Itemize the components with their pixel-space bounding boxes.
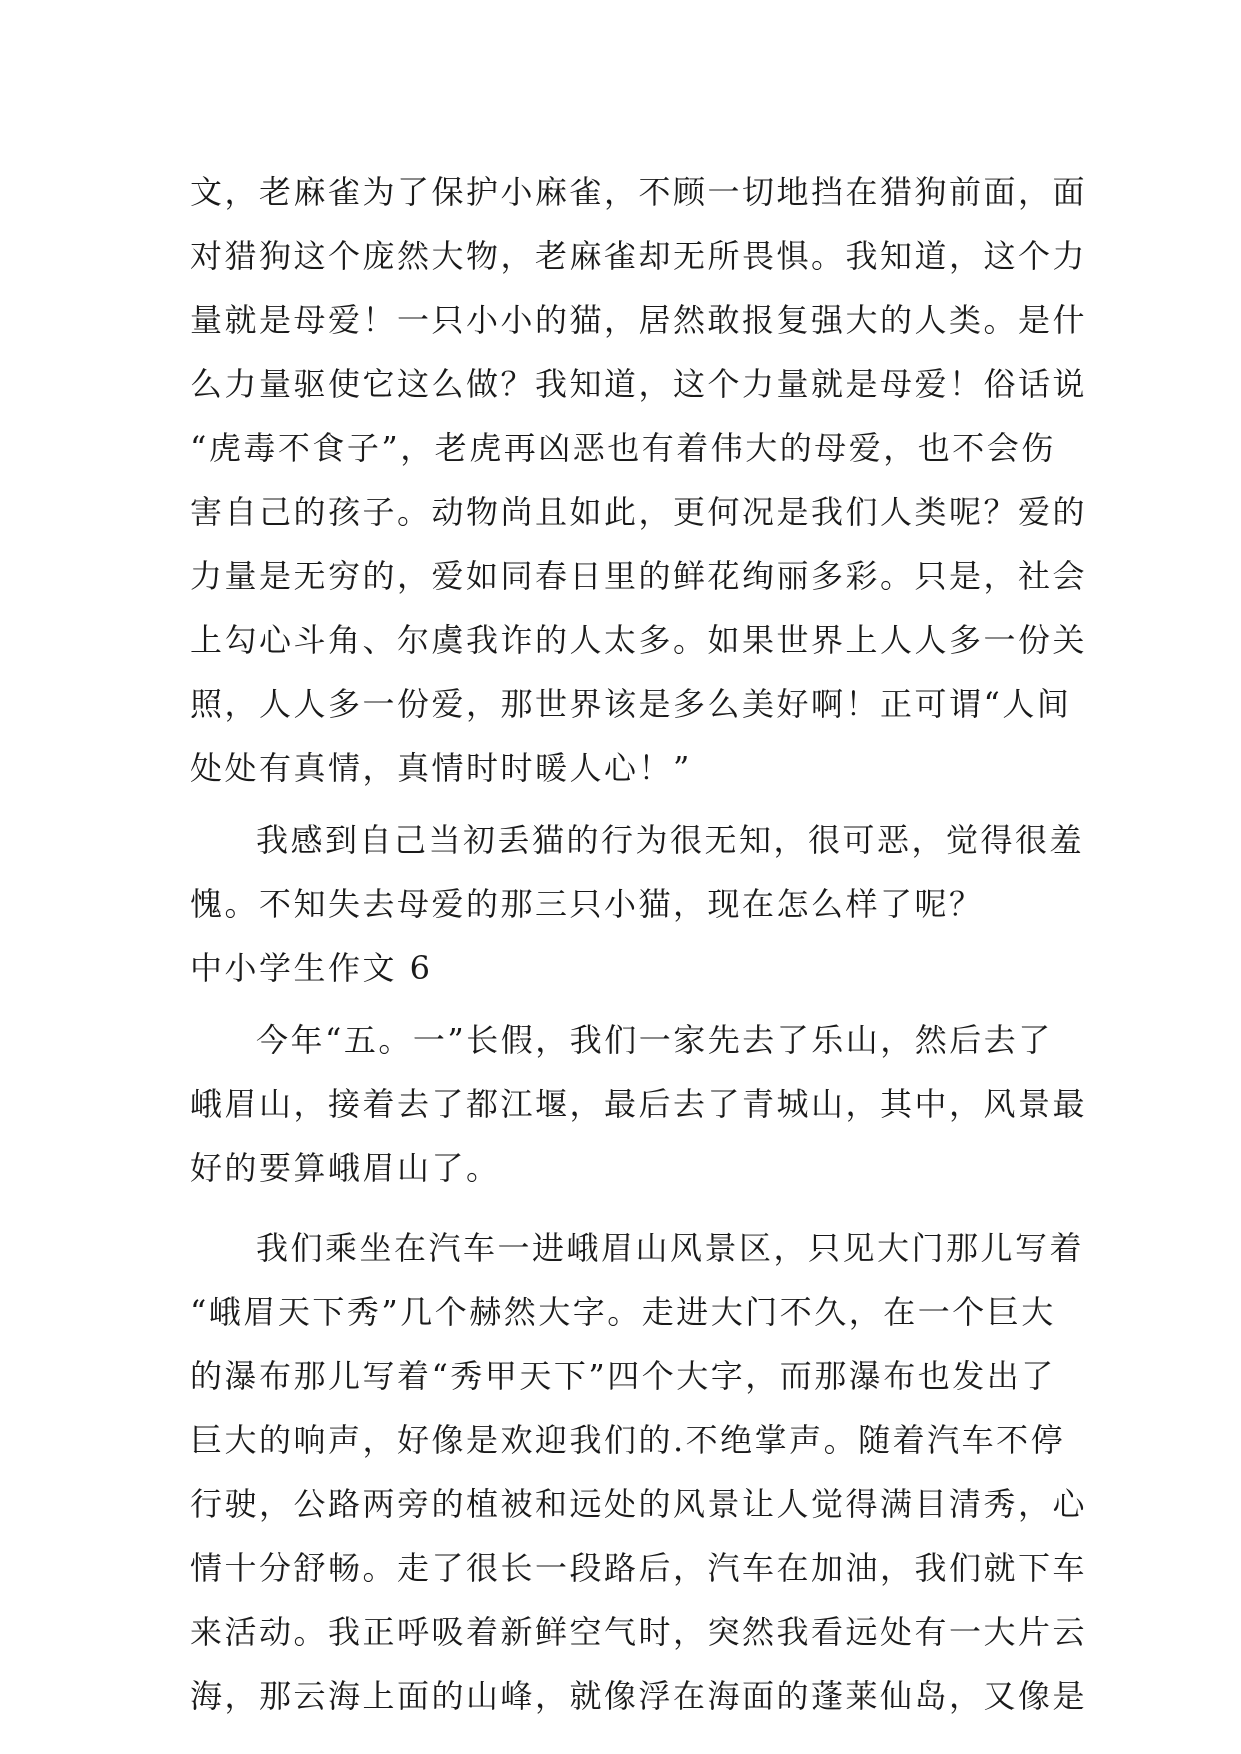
text-line: 我感到自己当初丢猫的行为很无知，很可恶，觉得很羞 xyxy=(256,821,1085,859)
text-line: 对猎狗这个庞然大物，老麻雀却无所畏惧。我知道，这个力 xyxy=(190,237,1088,275)
text-line: 好的要算峨眉山了。 xyxy=(190,1149,501,1187)
text-line: “峨眉天下秀”几个赫然大字。走进大门不久，在一个巨大 xyxy=(190,1293,1056,1331)
text-line: 峨眉山，接着去了都江堰，最后去了青城山，其中，风景最 xyxy=(190,1085,1088,1123)
text-line: 害自己的孩子。动物尚且如此，更何况是我们人类呢？爱的 xyxy=(190,493,1088,531)
paragraph-gap xyxy=(190,1200,1050,1208)
text-line: 巨大的响声，好像是欢迎我们的.不绝掌声。随着汽车不停 xyxy=(190,1421,1066,1459)
paragraph xyxy=(190,160,1088,800)
text-line: 我们乘坐在汽车一进峨眉山风景区，只见大门那儿写着 xyxy=(256,1229,1085,1267)
text-line: “虎毒不食子”，老虎再凶恶也有着伟大的母爱，也不会伤 xyxy=(190,429,1056,467)
text-line: 照，人人多一份爱，那世界该是多么美好啊！正可谓“人间 xyxy=(190,685,1072,723)
paragraph xyxy=(190,808,1085,936)
section-heading: 中小学生作文 6 xyxy=(190,949,433,987)
text-line: 情十分舒畅。走了很长一段路后，汽车在加油，我们就下车 xyxy=(190,1549,1088,1587)
paragraph-gap xyxy=(190,1000,1050,1008)
text-line: 行驶，公路两旁的植被和远处的风景让人觉得满目清秀，心 xyxy=(190,1485,1088,1523)
text-line: 力量是无穷的，爱如同春日里的鲜花绚丽多彩。只是，社会 xyxy=(190,557,1088,595)
paragraph xyxy=(190,1008,1088,1200)
text-line: 上勾心斗角、尔虞我诈的人太多。如果世界上人人多一份关 xyxy=(190,621,1088,659)
paragraph xyxy=(190,1216,1088,1728)
text-line: 海，那云海上面的山峰，就像浮在海面的蓬莱仙岛，又像是 xyxy=(190,1677,1088,1715)
text-line: 来活动。我正呼吸着新鲜空气时，突然我看远处有一大片云 xyxy=(190,1613,1088,1651)
paragraph-gap xyxy=(190,1208,1050,1216)
text-line: 愧。不知失去母爱的那三只小猫，现在怎么样了呢？ xyxy=(190,885,984,923)
text-line: 文，老麻雀为了保护小麻雀，不顾一切地挡在猎狗前面，面 xyxy=(190,173,1088,211)
document-body xyxy=(190,160,1088,1728)
text-line: 量就是母爱！一只小小的猫，居然敢报复强大的人类。是什 xyxy=(190,301,1088,339)
text-line: 的瀑布那儿写着“秀甲天下”四个大字，而那瀑布也发出了 xyxy=(190,1357,1056,1395)
paragraph-gap xyxy=(190,800,1050,808)
text-line: 今年“五。一”长假，我们一家先去了乐山，然后去了 xyxy=(256,1021,1053,1059)
text-line: 么力量驱使它这么做？我知道，这个力量就是母爱！俗话说 xyxy=(190,365,1088,403)
text-line: 处处有真情，真情时时暖人心！” xyxy=(190,749,692,787)
